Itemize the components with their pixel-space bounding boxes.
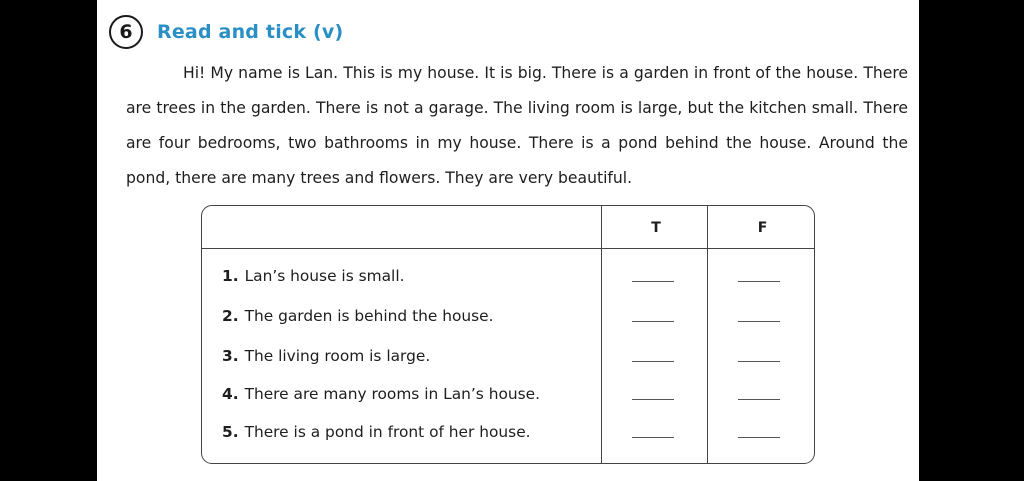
statement-number: 4.	[222, 385, 239, 403]
statement	[222, 256, 405, 296]
header-statement	[202, 206, 603, 249]
statement-number: 5.	[222, 423, 239, 441]
true-answer-blank[interactable]	[632, 281, 674, 282]
false-answer-blank[interactable]	[738, 437, 780, 438]
statement-text: The garden is behind the house.	[244, 307, 494, 325]
header-false: F	[757, 219, 768, 236]
statement	[222, 296, 494, 336]
table-row	[202, 296, 814, 336]
statement	[222, 412, 531, 452]
true-answer-blank[interactable]	[632, 399, 674, 400]
statement-text: There is a pond in front of her house.	[244, 423, 531, 441]
table-header-row	[202, 206, 814, 249]
statement-text: Lan’s house is small.	[244, 267, 405, 285]
false-answer-blank[interactable]	[738, 399, 780, 400]
false-answer-blank[interactable]	[738, 281, 780, 282]
statement-number: 1.	[222, 267, 239, 285]
true-answer-blank[interactable]	[632, 321, 674, 322]
statement-text: There are many rooms in Lan’s house.	[244, 385, 541, 403]
statement-text: The living room is large.	[244, 347, 431, 365]
worksheet-page	[97, 0, 919, 481]
true-false-table	[201, 205, 815, 464]
true-answer-blank[interactable]	[632, 437, 674, 438]
true-answer-blank[interactable]	[632, 361, 674, 362]
reading-passage: Hi! My name is Lan. This is my house. It is big. There is a garden in front of the house. There are trees in the garden. There is not a garage. The living room is large, but the kitchen small. There are four bedrooms, two bathrooms in my house. There is a pond behind the house. Around the pond, there are many trees and flowers. They are very beautiful.	[126, 64, 908, 187]
statement	[222, 374, 540, 414]
header-true: T	[651, 219, 661, 236]
false-answer-blank[interactable]	[738, 321, 780, 322]
exercise-title: Read and tick (v)	[157, 21, 344, 43]
table-row	[202, 336, 814, 376]
table-row	[202, 256, 814, 296]
exercise-heading	[109, 14, 343, 50]
table-row	[202, 412, 814, 452]
statement	[222, 336, 430, 376]
table-row	[202, 374, 814, 414]
statement-number: 2.	[222, 307, 239, 325]
statement-number: 3.	[222, 347, 239, 365]
exercise-number-badge: 6	[109, 15, 143, 49]
false-answer-blank[interactable]	[738, 361, 780, 362]
